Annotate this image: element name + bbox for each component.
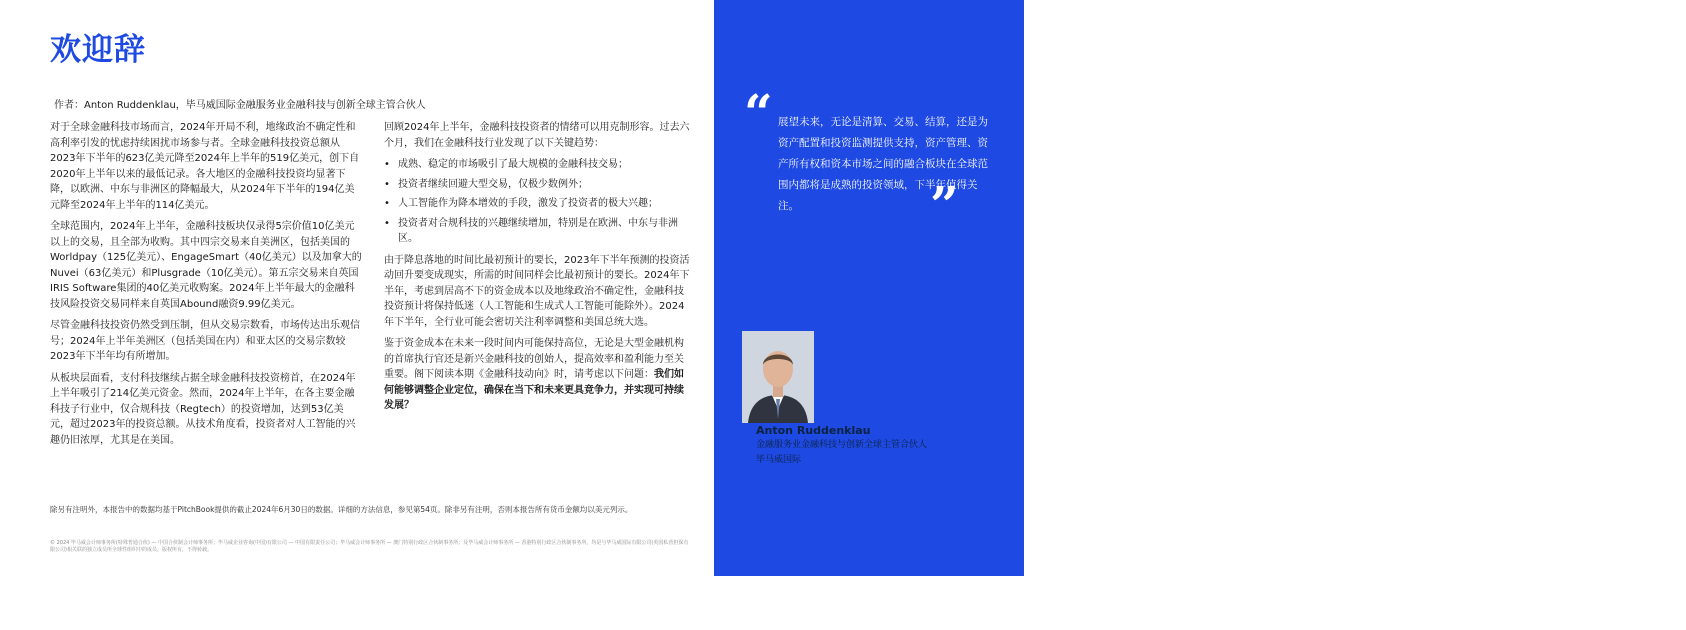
author-name: Anton Ruddenklau bbox=[756, 424, 871, 437]
list-item: • 投资者对合规科技的兴趣继续增加，特别是在欧洲、中东与非洲区。 bbox=[384, 216, 690, 247]
quote-sidebar bbox=[714, 0, 1686, 630]
author-role: 金融服务业金融科技与创新全球主管合伙人 bbox=[756, 440, 928, 450]
copyright-notice: © 2024 毕马威会计师事务所(特殊普通合伙) — 中国合伙制会计师事务所；毕马威企业咨询(中国)有限公司 — 中国有限责任公司；毕马威会计师事务所 — 澳门特别行政区合伙制事务所；及毕马威会计师事务所 — 香港特别行政区合伙制事务所，均是与毕马威国际有限公司(英国私营担保有限公司)相关联的独立成员所全球性组织中的成员。版权所有，不得转载。 bbox=[50, 540, 689, 553]
text-column-right bbox=[384, 120, 690, 420]
page-title: 欢迎辞 bbox=[50, 32, 146, 68]
pull-quote: 展望未来，无论是清算、交易、结算，还是为资产配置和投资监测提供支持，资产管理、资产所有权和资本市场之间的融合板块在全球范围内都将是成熟的投资领域，下半年值得关注。 bbox=[778, 116, 988, 212]
paragraph: 对于全球金融科技市场而言，2024年开局不利，地缘政治不确定性和高利率引发的忧虑持续困扰市场参与者。全球金融科技投资总额从2023年下半年的623亿美元降至2024年上半年的519亿美元，创下自2020年上半年以来的最低记录。各大地区的金融科技投资均显著下降，以欧洲、中东与非洲区的降幅最大，从2024年下半年的194亿美元降至2024年上半年的114亿美元。 bbox=[50, 122, 360, 211]
portrait-icon bbox=[742, 331, 814, 423]
hashtag-label: #金融科技动向 bbox=[1591, 529, 1601, 630]
open-quote-icon: “ bbox=[744, 83, 773, 142]
list-item: • 投资者继续回避大型交易，仅极少数例外； bbox=[384, 177, 690, 193]
trend-list bbox=[384, 157, 690, 247]
paragraph: 尽管金融科技投资仍然受到压制，但从交易宗数看，市场传达出乐观信号；2024年上半年美洲区（包括美国在内）和亚太区的交易宗数较2023年下半年均有所增加。 bbox=[50, 320, 360, 362]
main-content bbox=[0, 0, 714, 576]
close-quote-icon: ” bbox=[930, 175, 959, 234]
page-number: 2 bbox=[1680, 552, 1686, 563]
list-item: • 成熟、稳定的市场吸引了最大规模的金融科技交易； bbox=[384, 157, 690, 173]
author-card bbox=[742, 331, 962, 481]
author-organization: 毕马威国际 bbox=[756, 455, 802, 465]
paragraph: 从板块层面看，支付科技继续占据全球金融科技投资榜首，在2024年上半年吸引了214亿美元资金。然而，2024年上半年，在各主要金融科技子行业中，仅合规科技（Regtech）的投资增加，达到53亿美元，超过2023年的投资总额。从技术角度看，投资者对人工智能的兴趣仍旧浓厚，尤其是在美国。 bbox=[50, 372, 356, 446]
author-photo bbox=[742, 331, 814, 423]
paragraph: 全球范围内，2024年上半年，金融科技板块仅录得5宗价值10亿美元以上的交易，且全部为收购。其中四宗交易来自美洲区，包括美国的Worldpay（125亿美元）、EngageSmart（40亿美元）以及加拿大的Nuvei（63亿美元）和Plusgrade（10亿美元）。第五宗交易来自英国IRIS Software集团的40亿美元收购案。2024年上半年最大的金融科技风险投资交易同样来自英国Abound融资9.99亿美元。 bbox=[50, 221, 362, 310]
list-item: • 人工智能作为降本增效的手段，激发了投资者的极大兴趣； bbox=[384, 196, 690, 212]
key-question: 我们如何能够调整企业定位，确保在当下和未来更具竞争力，并实现可持续发展？ bbox=[384, 369, 684, 411]
footnote: 除另有注明外，本报告中的数据均基于PitchBook提供的截止2024年6月30日的数据。详细的方法信息，参见第54页。除非另有注明，否则本报告所有货币金额均以美元列示。 bbox=[50, 505, 633, 514]
paragraph: 由于降息落地的时间比最初预计的要长，2023年下半年预测的投资活动回升要变成现实，所需的时间同样会比最初预计的要长。2024年下半年，考虑到居高不下的资金成本以及地缘政治不确定性，金融科技投资预计将保持低迷（人工智能和生成式人工智能可能除外）。2024年下半年，全行业可能会密切关注利率调整和美国总统大选。 bbox=[384, 254, 690, 328]
paragraph: 回顾2024年上半年，金融科技投资者的情绪可以用克制形容。过去六个月，我们在金融科技行业发现了以下关键趋势： bbox=[384, 122, 690, 149]
author-line: 作者：Anton Ruddenklau，毕马威国际金融服务业金融科技与创新全球主管合伙人 bbox=[54, 100, 426, 111]
text-column-left bbox=[50, 120, 362, 454]
paragraph bbox=[384, 336, 690, 414]
paragraph-text: 鉴于资金成本在未来一段时间内可能保持高位，无论是大型金融机构的首席执行官还是新兴金融科技的创始人，提高效率和盈利能力至关重要。阁下阅读本期《金融科技动向》时，请考虑以下问题： bbox=[384, 338, 684, 380]
